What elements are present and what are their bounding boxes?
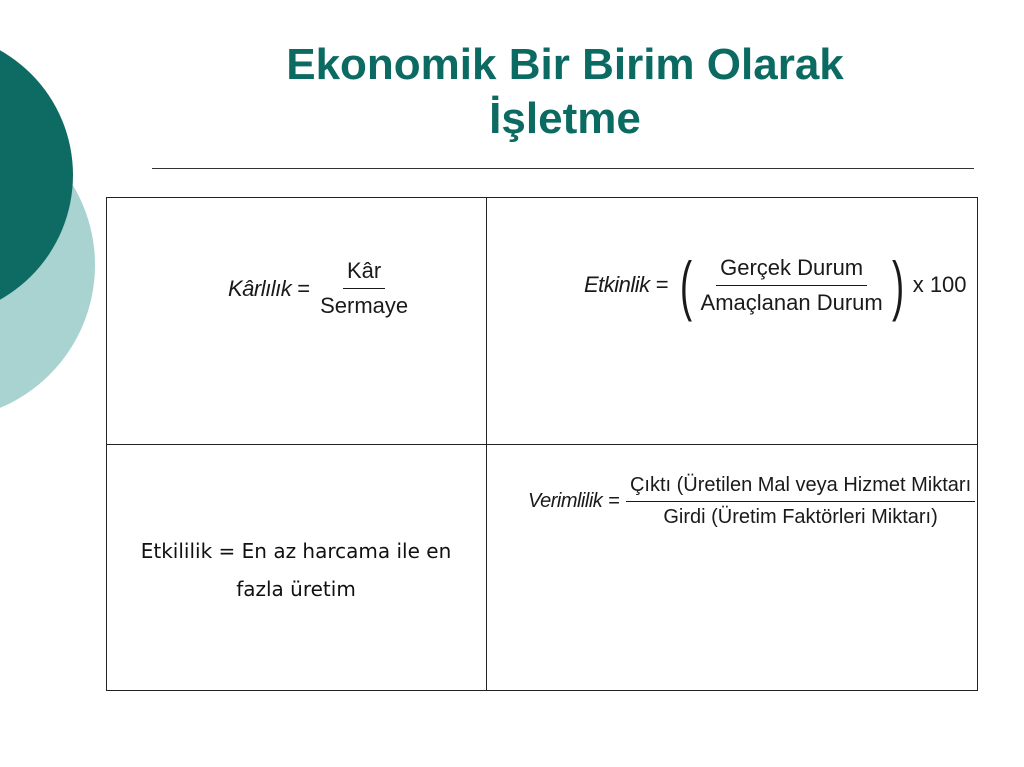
etkinlik-fraction [697, 255, 887, 316]
etkinlik-denominator: Amaçlanan Durum [700, 289, 883, 315]
title-line-2: İşletme [489, 94, 641, 143]
verimlilik-numerator: Çıktı (Üretilen Mal veya Hizmet Miktarı [626, 474, 975, 502]
etkililik-definition [108, 532, 484, 608]
verimlilik-equals: = [608, 490, 620, 512]
etkililik-line-2: fazla üretim [236, 577, 356, 601]
left-parenthesis: ( [679, 248, 692, 322]
etkinlik-equals: = [655, 272, 669, 297]
karlilik-denominator: Sermaye [320, 293, 409, 318]
title-divider [152, 168, 974, 169]
table-horizontal-divider [106, 444, 978, 445]
karlilik-equals: = [297, 275, 311, 301]
verimlilik-denominator: Girdi (Üretim Faktörleri Miktarı) [663, 506, 938, 528]
etkinlik-label: Etkinlik [584, 272, 650, 297]
karlilik-label: Kârlılık [228, 275, 292, 301]
verimlilik-formula [528, 474, 975, 529]
title-line-1: Ekonomik Bir Birim Olarak [286, 40, 844, 89]
etkinlik-numerator: Gerçek Durum [716, 255, 867, 286]
karlilik-fraction [316, 258, 412, 319]
verimlilik-label: Verimlilik [528, 490, 603, 512]
right-parenthesis: ) [891, 248, 904, 322]
decorative-circles [0, 0, 120, 420]
etkinlik-formula [584, 248, 967, 322]
verimlilik-fraction [626, 474, 975, 529]
etkililik-line-1: Etkililik = En az harcama ile en [140, 539, 452, 563]
karlilik-formula [228, 258, 412, 319]
karlilik-numerator: Kâr [343, 258, 385, 289]
etkinlik-multiplier: x 100 [912, 272, 967, 297]
slide-title [150, 38, 980, 146]
